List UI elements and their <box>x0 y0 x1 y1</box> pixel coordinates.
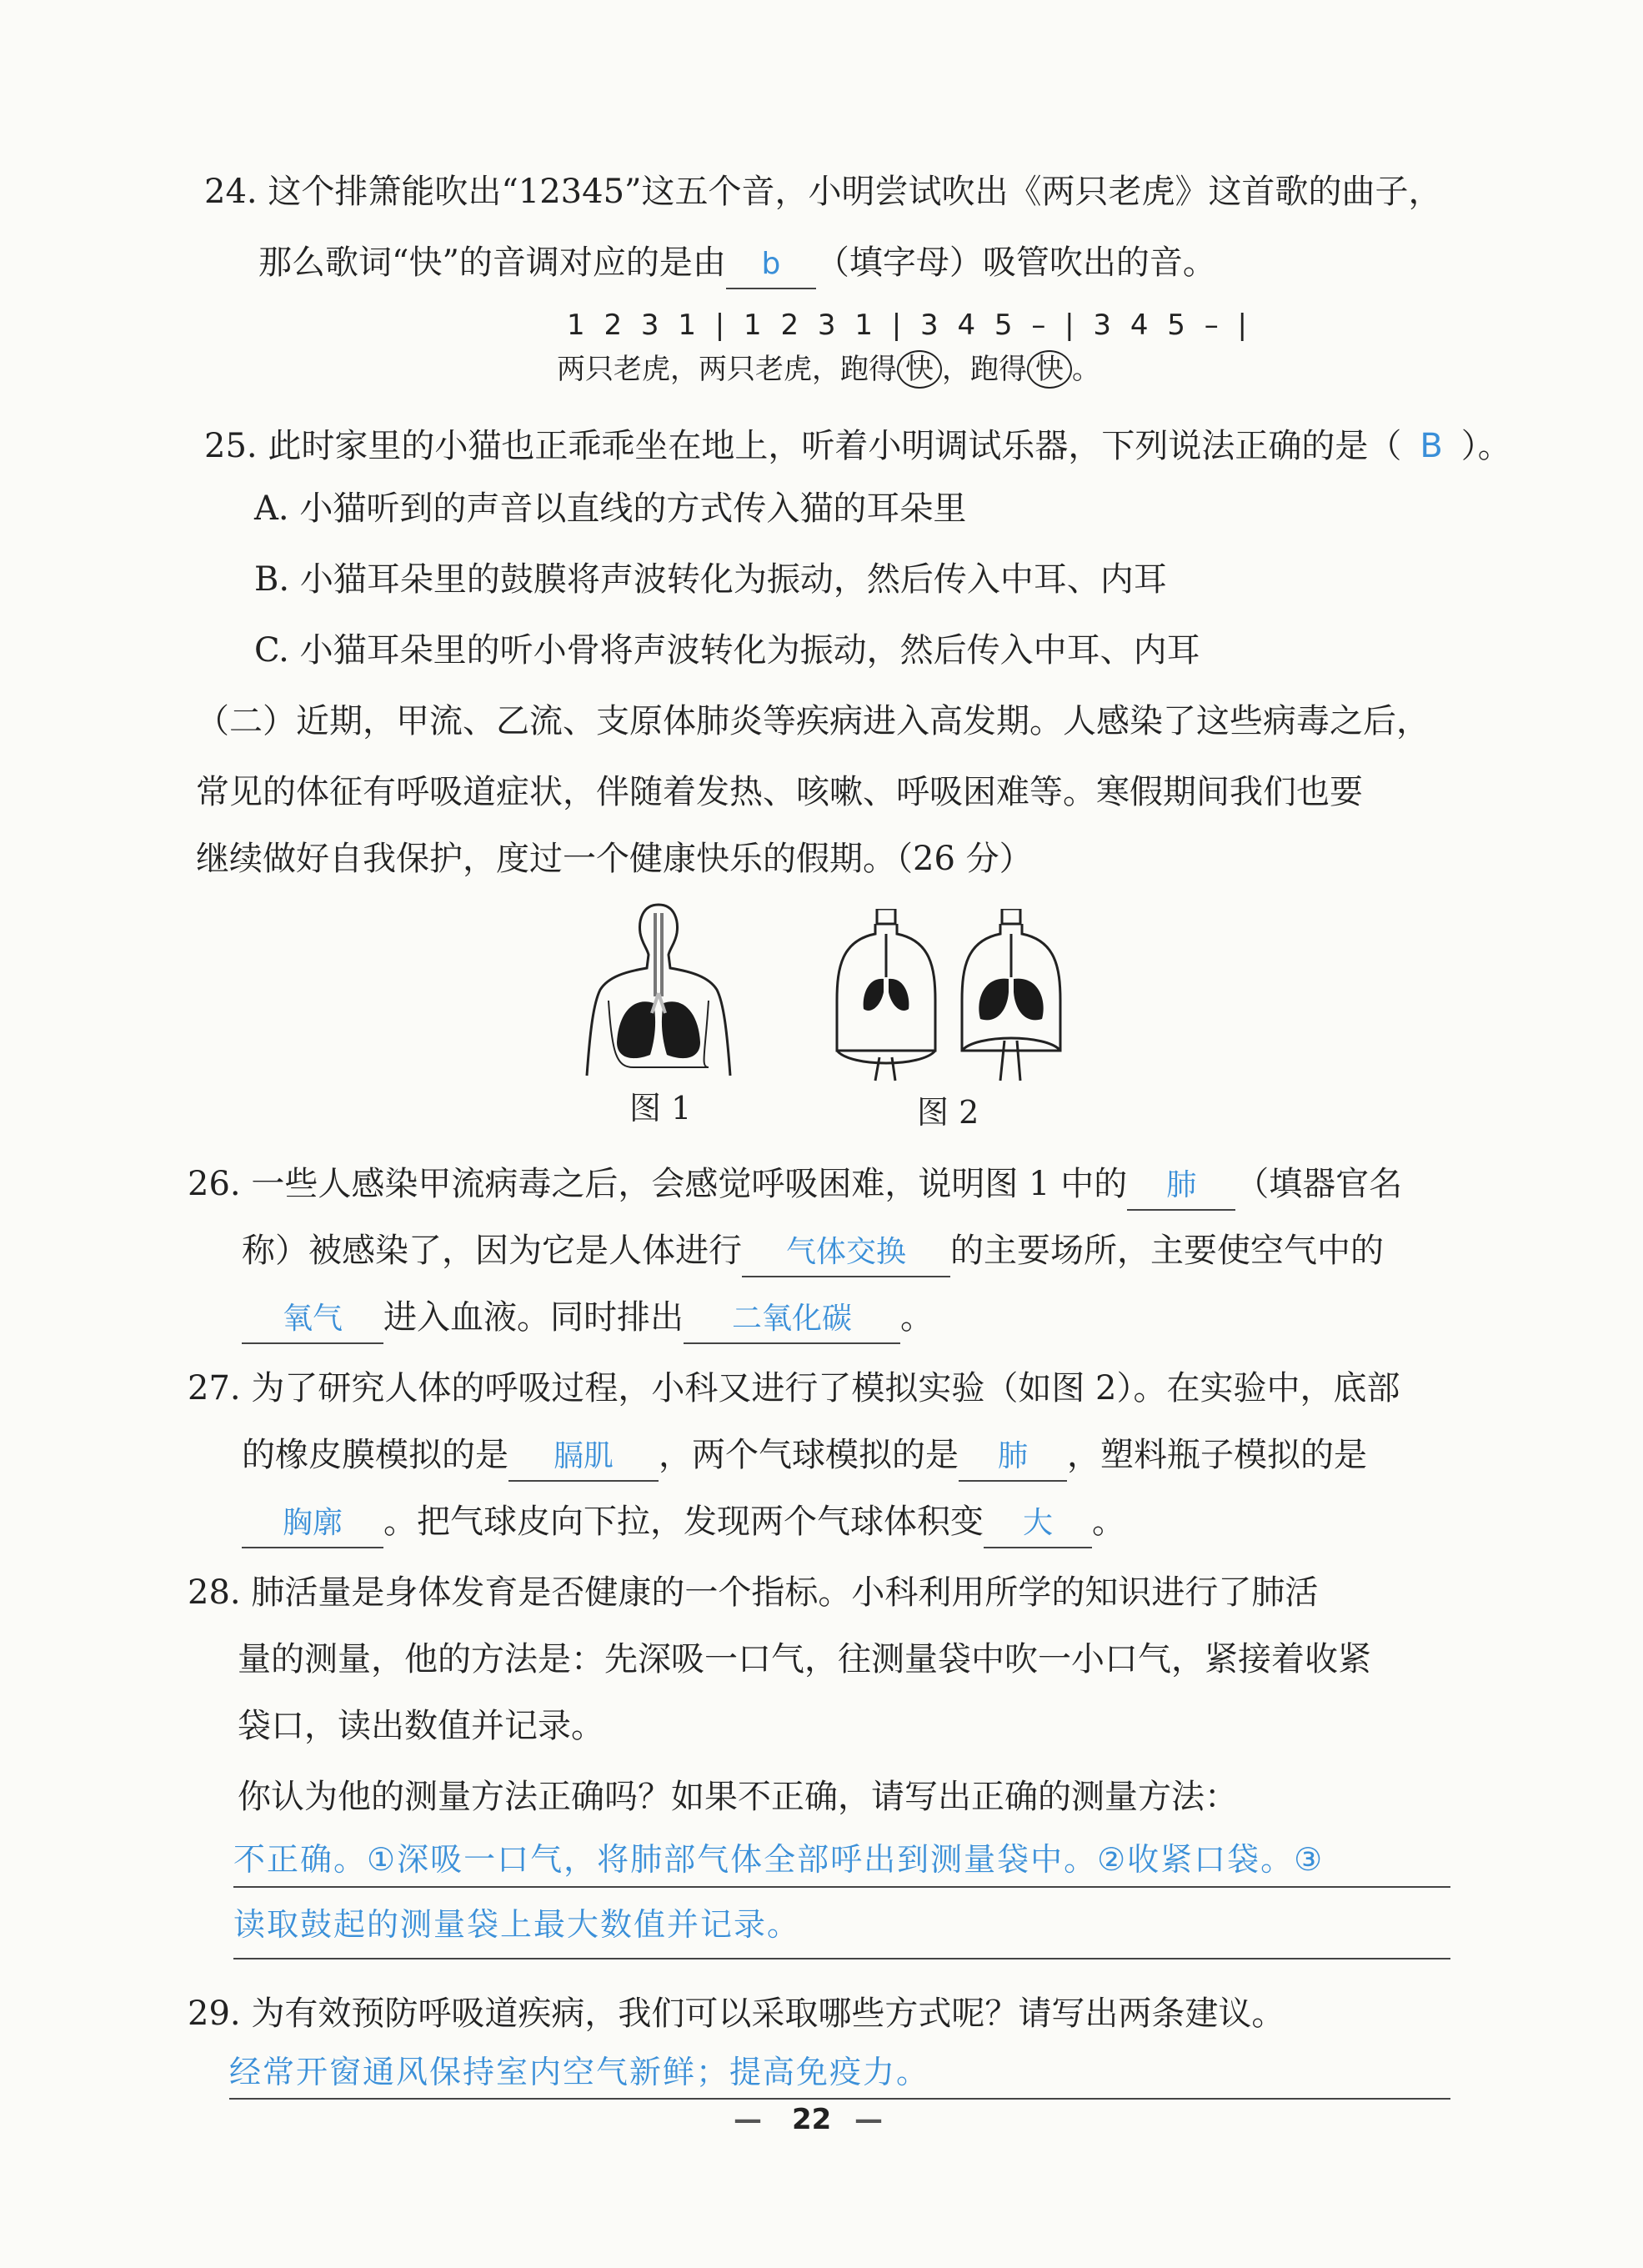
q26-line2-pre: 称）被感染了，因为它是人体进行 <box>242 1232 742 1270</box>
section2-line1: （二）近期，甲流、乙流、支原体肺炎等疾病进入高发期。人感染了这些病毒之后， <box>196 702 1430 740</box>
q26-line1-pre: 26. 一些人感染甲流病毒之后，会感觉呼吸困难，说明图 1 中的 <box>188 1165 1128 1203</box>
q26-answer-function[interactable]: 气体交换 <box>742 1229 950 1277</box>
q25-answer[interactable]: B <box>1420 427 1443 465</box>
q27-line1: 27. 为了研究人体的呼吸过程，小科又进行了模拟实验（如图 2）。在实验中，底部 <box>188 1369 1400 1407</box>
q27-line3-mid: 。把气球皮向下拉，发现两个气球体积变 <box>383 1503 984 1541</box>
q26-line2 <box>242 1217 1384 1284</box>
q27-line3-end: 。 <box>1092 1503 1125 1541</box>
page-dash-right: — <box>854 2103 883 2136</box>
q27-line3 <box>242 1488 1125 1555</box>
q26-answer-organ[interactable]: 肺 <box>1127 1162 1235 1211</box>
q27-line2-pre: 的橡皮膜模拟的是 <box>242 1436 508 1474</box>
human-lungs-illustration <box>584 896 734 1080</box>
q27-line2-mid: ，两个气球模拟的是 <box>659 1436 959 1474</box>
q28-line2: 量的测量，他的方法是：先深吸一口气，往测量袋中吹一小口气，紧接着收紧 <box>238 1640 1371 1678</box>
q24-notation: 1 2 3 1 | 1 2 3 1 | 3 4 5 – | 3 4 5 – | <box>567 309 1253 342</box>
q28-answer-line1[interactable]: 不正确。①深吸一口气，将肺部气体全部呼出到测量袋中。②收紧口袋。③ <box>233 1841 1325 1878</box>
q27-answer-balloons[interactable]: 肺 <box>959 1433 1067 1482</box>
q26-answer-gas-in[interactable]: 氧气 <box>242 1296 383 1344</box>
q27-answer-bottle[interactable]: 胸廓 <box>242 1500 383 1548</box>
section2-line2: 常见的体征有呼吸道症状，伴随着发热、咳嗽、呼吸困难等。寒假期间我们也要 <box>196 773 1363 811</box>
lyrics-mid: ，跑得 <box>942 353 1027 386</box>
q24-line2-pre: 那么歌词“快”的音调对应的是由 <box>258 243 726 282</box>
q26-line1-post: （填器官名 <box>1235 1165 1403 1203</box>
q28-answer-line2[interactable]: 读取鼓起的测量袋上最大数值并记录。 <box>233 1906 801 1943</box>
lyrics-circled-1: 快 <box>897 350 942 389</box>
section2-line3: 继续做好自我保护，度过一个健康快乐的假期。（26 分） <box>196 840 1033 878</box>
q28-line3: 袋口，读出数值并记录。 <box>238 1707 604 1745</box>
q25-stem-pre: 25. 此时家里的小猫也正乖乖坐在地上，听着小明调试乐器，下列说法正确的是（ <box>204 427 1402 465</box>
q29-line1: 29. 为有效预防呼吸道疾病，我们可以采取哪些方式呢？请写出两条建议。 <box>188 1995 1285 2033</box>
q28-line4: 你认为他的测量方法正确吗？如果不正确，请写出正确的测量方法： <box>238 1778 1238 1816</box>
q25-option-c: C. 小猫耳朵里的听小骨将声波转化为振动，然后传入中耳、内耳 <box>254 631 1200 670</box>
q28-answer-rule-2 <box>233 1958 1450 1959</box>
q25-option-b: B. 小猫耳朵里的鼓膜将声波转化为振动，然后传入中耳、内耳 <box>254 560 1167 599</box>
figure2-caption: 图 2 <box>917 1094 979 1131</box>
q27-line2 <box>242 1422 1367 1488</box>
q25-stem <box>204 413 1511 479</box>
q25-option-a: A. 小猫听到的声音以直线的方式传入猫的耳朵里 <box>254 489 967 528</box>
q26-line3 <box>242 1284 934 1351</box>
page-number: 22 <box>792 2103 832 2136</box>
q26-line3-mid: 进入血液。同时排出 <box>383 1298 684 1337</box>
page-dash-left: — <box>734 2103 762 2136</box>
figure1-caption: 图 1 <box>629 1090 692 1126</box>
q25-stem-post: ）。 <box>1460 427 1511 465</box>
q26-line2-post: 的主要场所，主要使空气中的 <box>950 1232 1384 1270</box>
q24-line2-post: （填字母）吸管吹出的音。 <box>815 243 1216 282</box>
q24-answer[interactable]: b <box>726 241 816 289</box>
q24-line1: 24. 这个排箫能吹出“12345”这五个音，小明尝试吹出《两只老虎》这首歌的曲子， <box>204 173 1442 211</box>
q26-line1 <box>188 1151 1402 1217</box>
q28-line1: 28. 肺活量是身体发育是否健康的一个指标。小科利用所学的知识进行了肺活 <box>188 1573 1319 1612</box>
q27-answer-volume[interactable]: 大 <box>984 1500 1092 1548</box>
lyrics-end: 。 <box>1072 353 1100 386</box>
q27-answer-membrane[interactable]: 膈肌 <box>508 1433 659 1482</box>
q24-line2 <box>258 229 1216 296</box>
q24-lyrics <box>557 346 1100 389</box>
q29-answer-rule <box>229 2098 1450 2100</box>
bell-jar-model-illustration <box>834 909 1084 1084</box>
q29-answer[interactable]: 经常开窗通风保持室内空气新鲜；提高免疫力。 <box>229 2054 930 2090</box>
q28-answer-rule-1 <box>233 1886 1450 1888</box>
lyrics-circled-2: 快 <box>1027 350 1072 389</box>
q27-line2-post: ，塑料瓶子模拟的是 <box>1067 1436 1367 1474</box>
lyrics-pre: 两只老虎，两只老虎，跑得 <box>557 353 897 386</box>
q26-line3-end: 。 <box>900 1298 934 1337</box>
q26-answer-gas-out[interactable]: 二氧化碳 <box>684 1296 900 1344</box>
